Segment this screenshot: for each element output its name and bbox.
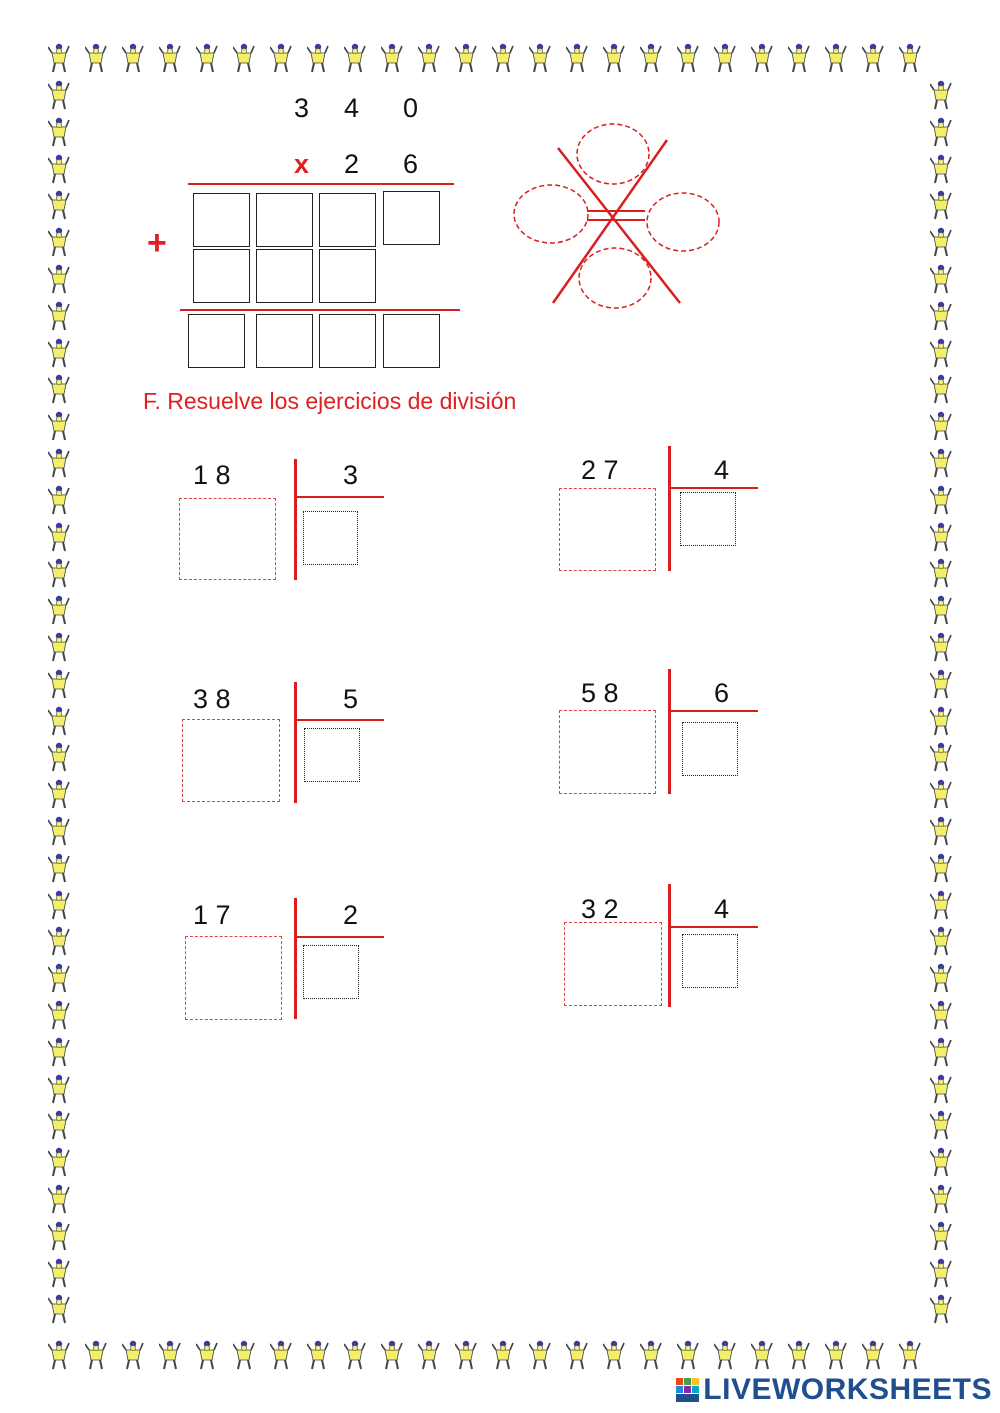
border-figure-icon xyxy=(930,154,952,184)
border-figure-icon xyxy=(714,1340,736,1370)
border-figure-icon xyxy=(48,779,70,809)
quotient-box[interactable] xyxy=(680,492,736,546)
border-figure-icon xyxy=(270,1340,292,1370)
border-figure-icon xyxy=(788,43,810,73)
work-area[interactable] xyxy=(564,922,662,1006)
border-figure-icon xyxy=(930,522,952,552)
border-figure-icon xyxy=(862,1340,884,1370)
partial-product-box[interactable] xyxy=(256,249,313,303)
border-figure-icon xyxy=(48,1074,70,1104)
multiplicand-digit: 4 xyxy=(344,93,360,123)
border-figure-icon xyxy=(930,374,952,404)
border-figure-icon xyxy=(48,227,70,257)
product-result-box[interactable] xyxy=(319,314,376,368)
quotient-box[interactable] xyxy=(303,945,359,999)
border-figure-icon xyxy=(48,890,70,920)
dividend: 1 7 xyxy=(193,900,231,930)
dividend: 2 7 xyxy=(581,455,619,485)
border-figure-icon xyxy=(930,706,952,736)
border-figure-icon xyxy=(930,1147,952,1177)
border-figure-icon xyxy=(930,117,952,147)
border-figure-icon xyxy=(640,1340,662,1370)
right-oval-answer xyxy=(647,193,719,251)
border-figure-icon xyxy=(677,43,699,73)
border-figure-icon xyxy=(930,1037,952,1067)
dividend: 5 8 xyxy=(581,678,619,708)
border-figure-icon xyxy=(48,43,70,73)
work-area[interactable] xyxy=(182,719,280,802)
top-oval-answer xyxy=(577,124,649,184)
border-figure-icon xyxy=(603,1340,625,1370)
border-figure-icon xyxy=(788,1340,810,1370)
border-figure-icon xyxy=(48,374,70,404)
border-figure-icon xyxy=(677,1340,699,1370)
border-figure-icon xyxy=(529,43,551,73)
border-figure-icon xyxy=(930,926,952,956)
border-figure-icon xyxy=(48,816,70,846)
border-figure-icon xyxy=(566,1340,588,1370)
border-figure-icon xyxy=(48,117,70,147)
division-bar xyxy=(668,669,671,794)
border-figure-icon xyxy=(930,448,952,478)
divisor: 4 xyxy=(714,894,730,924)
brand-name: LIVEWORKSHEETS xyxy=(703,1373,992,1406)
border-figure-icon xyxy=(48,926,70,956)
border-figure-icon xyxy=(930,1074,952,1104)
border-figure-icon xyxy=(862,43,884,73)
border-figure-icon xyxy=(930,227,952,257)
dividend: 3 2 xyxy=(581,894,619,924)
divisor: 3 xyxy=(343,460,359,490)
border-figure-icon xyxy=(48,448,70,478)
border-figure-icon xyxy=(344,43,366,73)
border-figure-icon xyxy=(930,1294,952,1324)
product-result-box[interactable] xyxy=(256,314,313,368)
border-figure-icon xyxy=(566,43,588,73)
partial-product-box[interactable] xyxy=(193,193,250,247)
border-figure-icon xyxy=(930,1221,952,1251)
border-figure-icon xyxy=(930,1000,952,1030)
border-figure-icon xyxy=(930,1110,952,1140)
border-figure-icon xyxy=(455,43,477,73)
border-figure-icon xyxy=(825,1340,847,1370)
border-figure-icon xyxy=(930,338,952,368)
border-figure-icon xyxy=(48,1110,70,1140)
border-figure-icon xyxy=(48,1221,70,1251)
border-figure-icon xyxy=(85,43,107,73)
border-figure-icon xyxy=(48,485,70,515)
border-figure-icon xyxy=(418,1340,440,1370)
border-figure-icon xyxy=(48,190,70,220)
work-area[interactable] xyxy=(179,498,276,580)
border-figure-icon xyxy=(48,411,70,441)
liveworksheets-logo xyxy=(675,1373,992,1407)
border-figure-icon xyxy=(48,338,70,368)
border-figure-icon xyxy=(899,1340,921,1370)
border-figure-icon xyxy=(307,1340,329,1370)
product-result-box[interactable] xyxy=(383,314,440,368)
border-figure-icon xyxy=(196,43,218,73)
border-figure-icon xyxy=(930,301,952,331)
border-figure-icon xyxy=(48,264,70,294)
times-sign: x xyxy=(294,149,310,179)
border-figure-icon xyxy=(48,1340,70,1370)
multiplication-rule xyxy=(188,183,454,185)
division-bar xyxy=(668,446,671,571)
border-figure-icon xyxy=(233,1340,255,1370)
border-figure-icon xyxy=(930,595,952,625)
border-figure-icon xyxy=(48,558,70,588)
border-figure-icon xyxy=(344,1340,366,1370)
border-figure-icon xyxy=(899,43,921,73)
division-bar xyxy=(294,898,297,1019)
border-figure-icon xyxy=(930,558,952,588)
border-figure-icon xyxy=(930,816,952,846)
border-figure-icon xyxy=(930,485,952,515)
divisor: 2 xyxy=(343,900,359,930)
border-figure-icon xyxy=(122,43,144,73)
partial-product-box[interactable] xyxy=(319,249,376,303)
border-figure-icon xyxy=(48,742,70,772)
border-figure-icon xyxy=(48,963,70,993)
border-figure-icon xyxy=(48,632,70,662)
border-figure-icon xyxy=(492,43,514,73)
border-figure-icon xyxy=(48,1147,70,1177)
dividend: 3 8 xyxy=(193,684,231,714)
partial-product-box[interactable] xyxy=(256,193,313,247)
division-bar xyxy=(670,487,758,489)
partial-product-box[interactable] xyxy=(383,191,440,245)
border-figure-icon xyxy=(640,43,662,73)
multiplier-digit: 6 xyxy=(403,149,419,179)
division-bar xyxy=(294,682,297,803)
cross-line xyxy=(558,148,680,303)
left-oval-answer xyxy=(514,185,588,243)
quotient-box[interactable] xyxy=(304,728,360,782)
divisor: 4 xyxy=(714,455,730,485)
border-figure-icon xyxy=(930,190,952,220)
work-area[interactable] xyxy=(559,488,656,571)
border-figure-icon xyxy=(48,301,70,331)
border-figure-icon xyxy=(825,43,847,73)
border-figure-icon xyxy=(930,632,952,662)
border-figure-icon xyxy=(48,1184,70,1214)
border-figure-icon xyxy=(48,706,70,736)
border-figure-icon xyxy=(48,1294,70,1324)
border-figure-icon xyxy=(930,779,952,809)
border-figure-icon xyxy=(196,1340,218,1370)
quotient-box[interactable] xyxy=(303,511,358,565)
multiplicand-digit: 3 xyxy=(294,93,310,123)
border-figure-icon xyxy=(603,43,625,73)
border-figure-icon xyxy=(159,1340,181,1370)
multiplicand-digit: 0 xyxy=(403,93,419,123)
border-figure-icon xyxy=(930,669,952,699)
border-figure-icon xyxy=(233,43,255,73)
multiplier-digit: 2 xyxy=(344,149,360,179)
bottom-oval-answer xyxy=(579,248,651,308)
border-figure-icon xyxy=(122,1340,144,1370)
border-figure-icon xyxy=(270,43,292,73)
border-figure-icon xyxy=(751,43,773,73)
quotient-box[interactable] xyxy=(682,934,738,988)
border-figure-icon xyxy=(381,43,403,73)
verification-cross-diagram xyxy=(505,118,735,318)
border-figure-icon xyxy=(529,1340,551,1370)
dividend: 1 8 xyxy=(193,460,231,490)
border-figure-icon xyxy=(930,742,952,772)
division-bar xyxy=(670,926,758,928)
border-figure-icon xyxy=(930,1258,952,1288)
border-figure-icon xyxy=(714,43,736,73)
border-figure-icon xyxy=(48,1000,70,1030)
border-figure-icon xyxy=(48,595,70,625)
border-figure-icon xyxy=(930,963,952,993)
quotient-box[interactable] xyxy=(682,722,738,776)
work-area[interactable] xyxy=(185,936,282,1020)
border-figure-icon xyxy=(48,522,70,552)
sum-rule xyxy=(180,309,460,311)
border-figure-icon xyxy=(418,43,440,73)
division-bar xyxy=(296,936,384,938)
division-bar xyxy=(296,496,384,498)
divisor: 5 xyxy=(343,684,359,714)
logo-mark-icon xyxy=(675,1375,701,1405)
border-figure-icon xyxy=(930,853,952,883)
border-figure-icon xyxy=(930,411,952,441)
product-result-box[interactable] xyxy=(188,314,245,368)
border-figure-icon xyxy=(930,890,952,920)
partial-product-box[interactable] xyxy=(193,249,250,303)
border-figure-icon xyxy=(48,80,70,110)
section-title: F. Resuelve los ejercicios de división xyxy=(143,388,517,414)
division-bar xyxy=(294,459,297,580)
border-figure-icon xyxy=(85,1340,107,1370)
border-figure-icon xyxy=(159,43,181,73)
border-figure-icon xyxy=(381,1340,403,1370)
border-figure-icon xyxy=(307,43,329,73)
border-figure-icon xyxy=(930,264,952,294)
border-figure-icon xyxy=(48,669,70,699)
border-figure-icon xyxy=(930,80,952,110)
border-figure-icon xyxy=(751,1340,773,1370)
border-figure-icon xyxy=(48,1258,70,1288)
division-bar xyxy=(296,719,384,721)
border-figure-icon xyxy=(48,1037,70,1067)
division-bar xyxy=(668,884,671,1007)
border-figure-icon xyxy=(455,1340,477,1370)
divisor: 6 xyxy=(714,678,730,708)
border-figure-icon xyxy=(930,1184,952,1214)
work-area[interactable] xyxy=(559,710,656,794)
plus-sign: + xyxy=(147,224,167,262)
partial-product-box[interactable] xyxy=(319,193,376,247)
border-figure-icon xyxy=(48,154,70,184)
border-figure-icon xyxy=(48,853,70,883)
division-bar xyxy=(670,710,758,712)
border-figure-icon xyxy=(492,1340,514,1370)
